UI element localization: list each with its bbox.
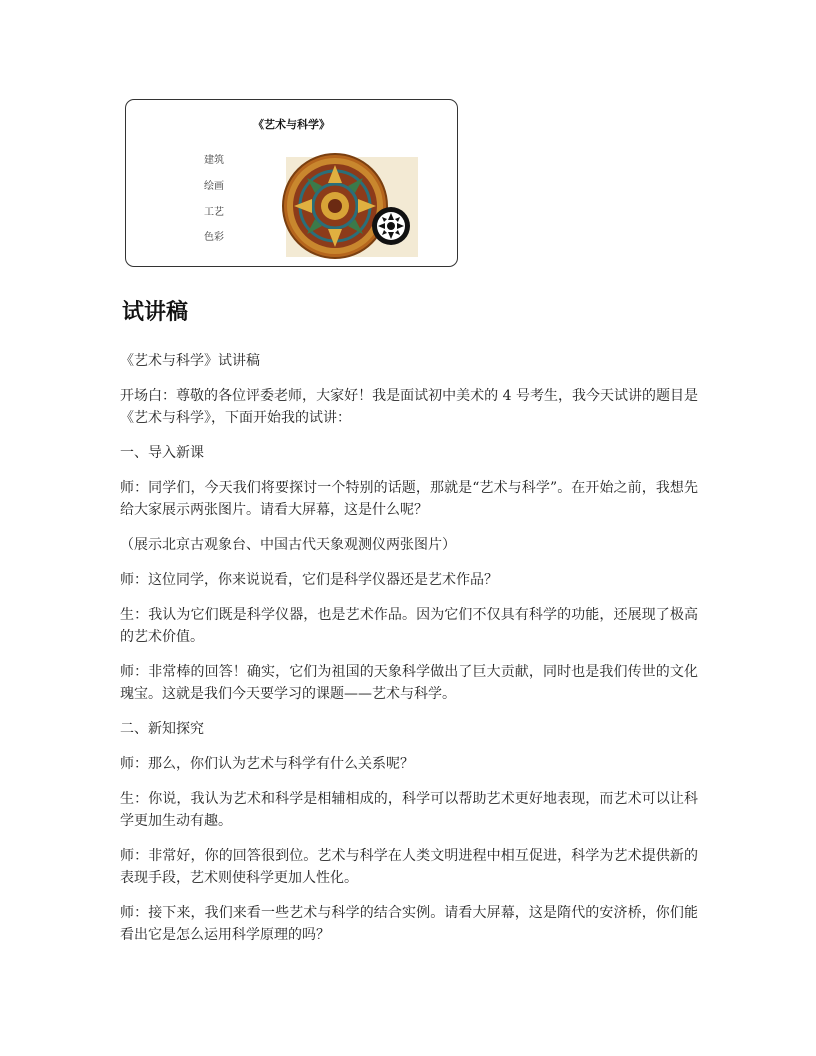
paragraph: 师：非常好，你的回答很到位。艺术与科学在人类文明进程中相互促进，科学为艺术提供新的表现手段，艺术则使科学更加人性化。: [120, 848, 698, 886]
paragraph: 师：非常棒的回答！确实，它们为祖国的天象科学做出了巨大贡献，同时也是我们传世的文化瑰宝。这就是我们今天要学习的课题——艺术与科学。: [120, 664, 698, 702]
slide-preview: [125, 99, 458, 267]
paragraph: 开场白：尊敬的各位评委老师，大家好！我是面试初中美术的 4 号考生，我今天试讲的题目是《艺术与科学》，下面开始我的试讲：: [120, 388, 698, 426]
paragraph: （展示北京古观象台、中国古代天象观测仪两张图片）: [120, 537, 456, 553]
paragraph: 生：你说，我认为艺术和科学是相辅相成的，科学可以帮助艺术更好地表现，而艺术可以让科学更加生动有趣。: [120, 791, 698, 829]
section-heading: 一、导入新课: [120, 445, 204, 461]
document-title: 试讲稿: [122, 300, 189, 325]
slide-item-craft: 工艺: [204, 207, 224, 218]
section-heading: 二、新知探究: [120, 721, 204, 737]
slide-item-architecture: 建筑: [204, 155, 224, 166]
paragraph: 师：这位同学，你来说说看，它们是科学仪器还是艺术作品？: [120, 572, 498, 588]
paragraph: 师：同学们，今天我们将要探讨一个特别的话题，那就是“艺术与科学”。在开始之前，我想先给大家展示两张图片。请看大屏幕，这是什么呢？: [120, 480, 698, 518]
black-white-tessellation-image: [371, 206, 411, 246]
paragraph: 《艺术与科学》试讲稿: [120, 353, 260, 369]
paragraph: 师：那么，你们认为艺术与科学有什么关系呢？: [120, 756, 414, 772]
document-body: [120, 350, 698, 959]
paragraph: 生：我认为它们既是科学仪器，也是艺术作品。因为它们不仅具有科学的功能，还展现了极高的艺术价值。: [120, 607, 698, 645]
slide-item-color: 色彩: [204, 232, 224, 243]
slide-title: 《艺术与科学》: [253, 118, 330, 131]
slide-item-painting: 绘画: [204, 181, 224, 192]
paragraph: 师：接下来，我们来看一些艺术与科学的结合实例。请看大屏幕，这是隋代的安济桥，你们能看出它是怎么运用科学原理的吗？: [120, 905, 698, 943]
